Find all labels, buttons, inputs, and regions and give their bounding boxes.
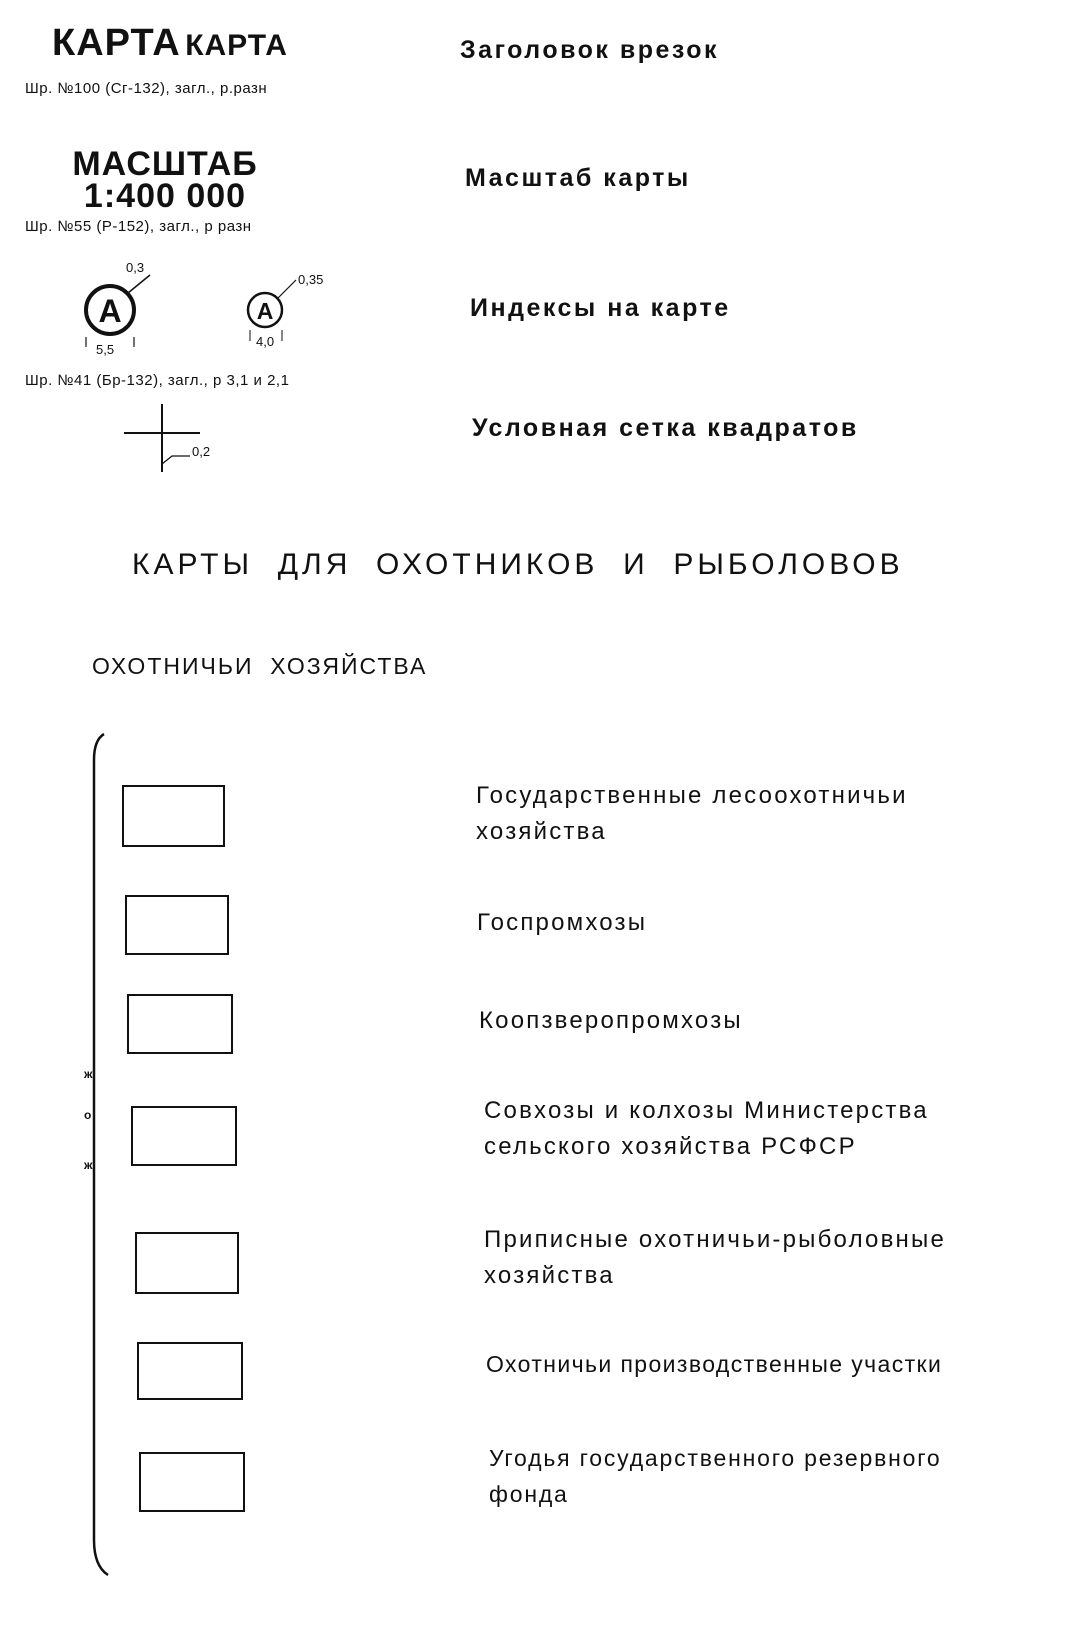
legend-label-4: Совхозы и колхозы Министерства сельского хозяйства РСФСР — [484, 1097, 929, 1160]
masshtab-line2: 1:400 000 — [83, 177, 247, 215]
leader-line — [128, 275, 150, 293]
indices-description: Индексы на карте — [470, 294, 731, 322]
index-small-dim-top: 0,35 — [298, 272, 324, 287]
legend-swatch-1 — [122, 785, 225, 847]
legend-swatch-3 — [127, 994, 233, 1054]
karta-font-spec: Шр. №100 (Сг-132), загл., р.разн — [25, 80, 268, 97]
legend-swatch-6 — [137, 1342, 243, 1400]
legend-swatch-2 — [125, 895, 229, 955]
group-bracket — [80, 730, 120, 1580]
legend-label-2: Госпромхозы — [477, 909, 648, 936]
legend-swatch-4 — [131, 1106, 237, 1166]
leader-line — [278, 280, 296, 298]
legend-swatch-5 — [135, 1232, 239, 1294]
karta-small-text: КАРТА — [185, 29, 288, 62]
legend-swatch-7 — [139, 1452, 245, 1512]
bracket-letter-3: ж — [84, 1158, 93, 1172]
bracket-letter-2: о — [84, 1108, 92, 1122]
masshtab-font-spec: Шр. №55 (Р-152), загл., р разн — [25, 218, 252, 235]
index-small-dim-bottom: 4,0 — [256, 334, 275, 349]
subsection-title: ОХОТНИЧЬИ ХОЗЯЙСТВА — [92, 653, 428, 679]
karta-sample — [52, 22, 288, 65]
legend-label-7: Угодья государственного резервного фонда — [489, 1445, 942, 1507]
grid-cross-icon — [120, 400, 230, 480]
index-large-dim-bottom: 5,5 — [96, 342, 115, 357]
index-large-letter: A — [98, 293, 122, 329]
legend-label-1: Государственные лесоохотничьи хозяйства — [476, 782, 908, 845]
index-small-symbol — [248, 280, 296, 341]
index-large-symbol — [86, 275, 150, 347]
bracket-letter-1: ж — [84, 1067, 93, 1081]
legend-label-5: Приписные охотничьи-рыболовные хозяйства — [484, 1226, 946, 1289]
karta-description: Заголовок врезок — [460, 36, 720, 64]
masshtab-sample — [40, 145, 290, 215]
masshtab-line1: МАСШТАБ — [72, 145, 258, 183]
grid-description: Условная сетка квадратов — [472, 414, 859, 442]
index-small-letter: A — [256, 298, 274, 324]
section-title: КАРТЫ ДЛЯ ОХОТНИКОВ И РЫБОЛОВОВ — [132, 548, 904, 581]
legend-label-6: Охотничьи производственные участки — [486, 1351, 943, 1377]
masshtab-description: Масштаб карты — [465, 164, 691, 192]
indices-font-spec: Шр. №41 (Бр-132), загл., р 3,1 и 2,1 — [25, 372, 290, 389]
index-large-dim-top: 0,3 — [126, 260, 145, 275]
karta-large-text: КАРТА — [52, 22, 181, 64]
grid-dim: 0,2 — [192, 444, 211, 459]
legend-label-3: Коопзверопромхозы — [479, 1007, 743, 1034]
